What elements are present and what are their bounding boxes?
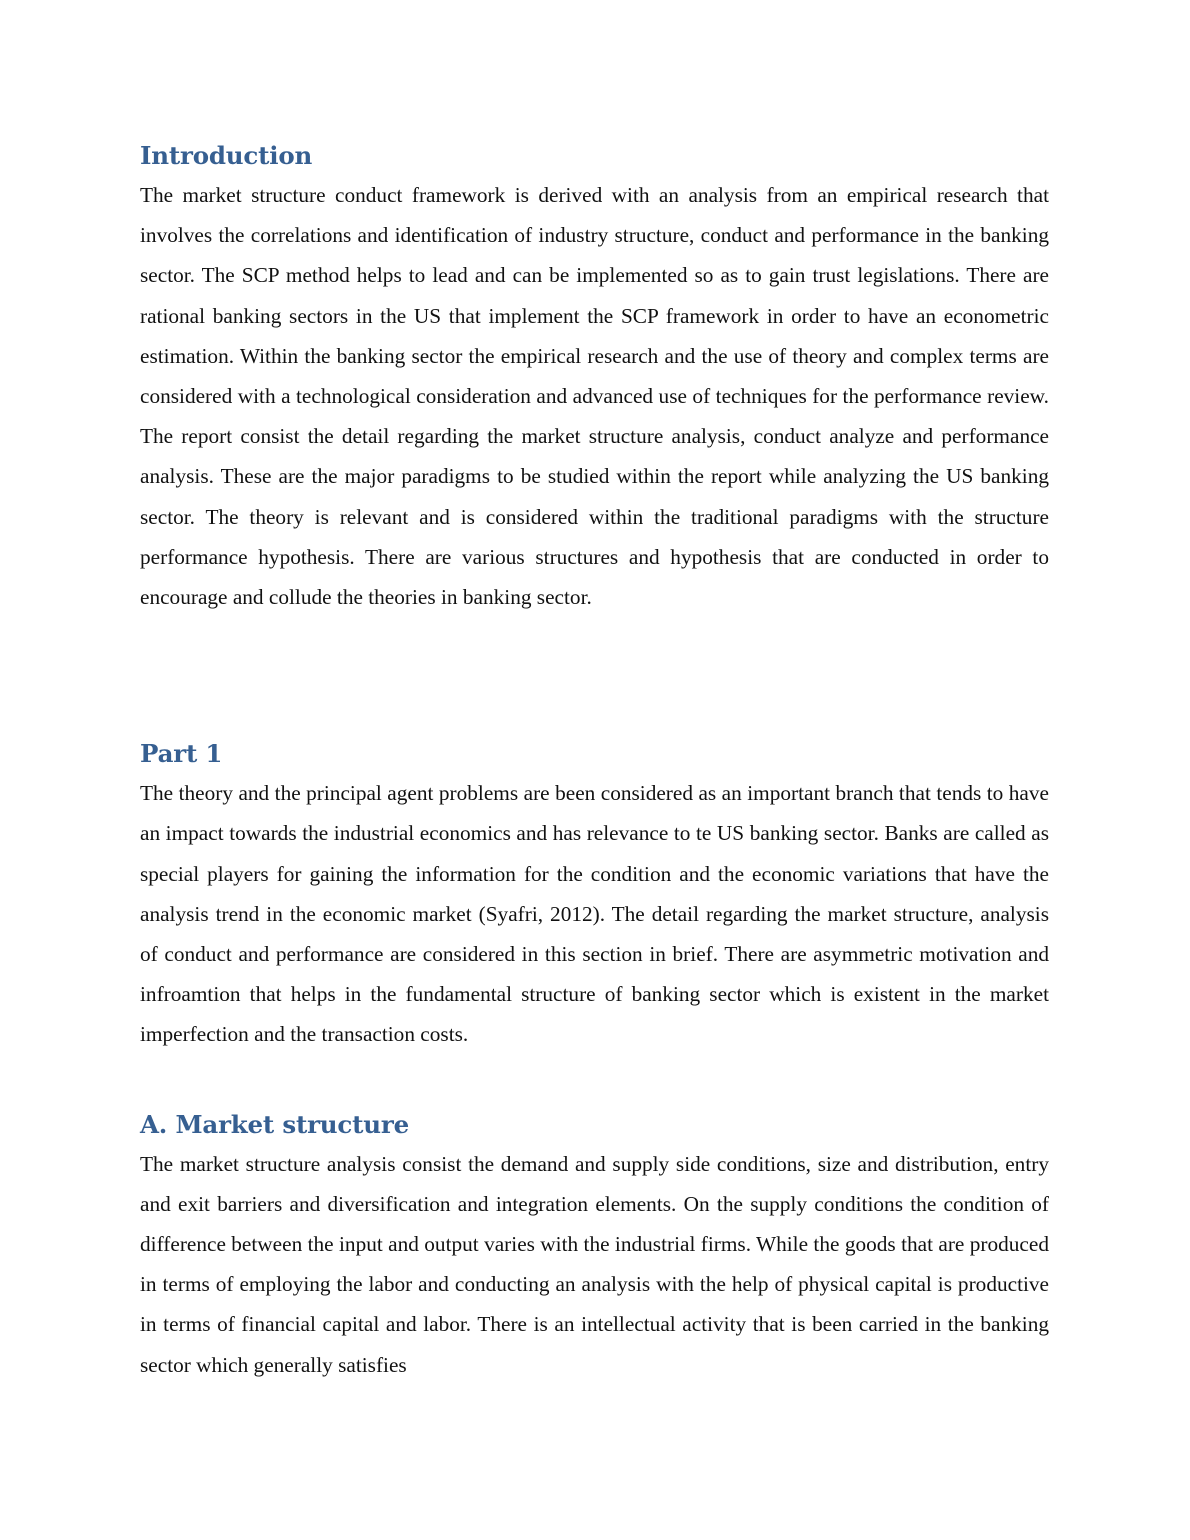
heading-market-structure: A. Market structure bbox=[140, 1109, 409, 1139]
section-spacer bbox=[140, 617, 1049, 735]
document-content bbox=[140, 137, 1049, 1385]
heading-part-1: Part 1 bbox=[140, 739, 223, 769]
paragraph-part-1: The theory and the principal agent problems are been considered as an important branch that tends to have an impact towards the industrial economics and has relevance to te US banking sector. Banks are called as special players for gaining the information for the condition and the economic variations that have the analysis trend in the economic market (Syafri, 2012). The detail regarding the market structure, analysis of conduct and performance are considered in this section in brief. There are asymmetric motivation and infroamtion that helps in the fundamental structure of banking sector which is existent in the market imperfection and the transaction costs. bbox=[140, 781, 1049, 1047]
heading-introduction: Introduction bbox=[140, 141, 313, 170]
paragraph-introduction: The market structure conduct framework is derived with an analysis from an empirical research that involves the correlations and identification of industry structure, conduct and performance in the banking sector. The SCP method helps to lead and can be implemented so as to gain trust legislations. There are rational banking sectors in the US that implement the SCP framework in order to have an econometric estimation. Within the banking sector the empirical research and the use of theory and complex terms are considered with a technological consideration and advanced use of techniques for the performance review. The report consist the detail regarding the market structure analysis, conduct analyze and performance analysis. These are the major paradigms to be studied within the report while analyzing the US banking sector. The theory is relevant and is considered within the traditional paradigms with the structure performance hypothesis. There are various structures and hypothesis that are conducted in order to encourage and collude the theories in banking sector. bbox=[140, 183, 1049, 610]
section-spacer bbox=[140, 1055, 1049, 1106]
paragraph-market-structure: The market structure analysis consist the demand and supply side conditions, size and distribution, entry and exit barriers and diversification and integration elements. On the supply conditions the condition of difference between the input and output varies with the industrial firms. While the goods that are produced in terms of employing the labor and conducting an analysis with the help of physical capital is productive in terms of financial capital and labor. There is an intellectual activity that is been carried in the banking sector which generally satisfies bbox=[140, 1151, 1049, 1377]
